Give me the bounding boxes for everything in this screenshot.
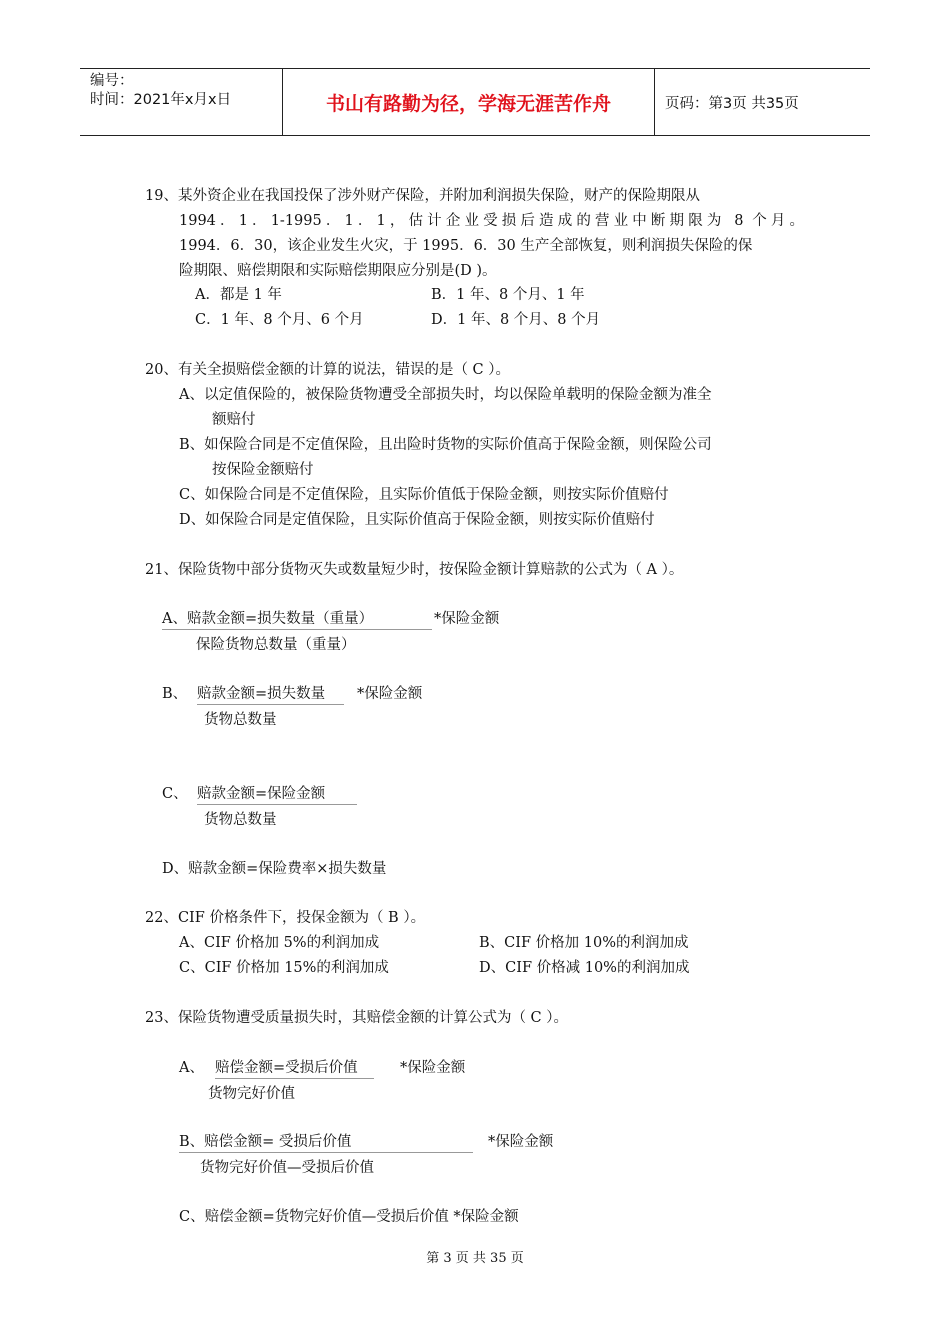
q23-stem: 23、保险货物遭受质量损失时，其赔偿金额的计算公式为（ C ）。: [145, 1010, 569, 1026]
q23-option-b-numerator: B、赔偿金额= 受损后价值: [179, 1132, 473, 1153]
q21-option-a-numerator: A、赔款金额=损失数量（重量）: [162, 609, 432, 630]
q19-line2: 1994．1．1-1995．1．1，估计企业受损后造成的营业中断期限为 8 个月。: [179, 213, 804, 229]
q21-option-a-denominator: 保险货物总数量（重量）: [196, 637, 356, 653]
q21-option-d: D、赔款金额=保险费率×损失数量: [162, 861, 387, 877]
q20-option-b-line2: 按保险金额赔付: [212, 462, 314, 478]
q21-option-b-numerator: 赔款金额=损失数量: [197, 684, 344, 705]
q20-option-b-line1: B、如保险合同是不定值保险，且出险时货物的实际价值高于保险金额，则保险公司: [179, 437, 712, 453]
q19-line4: 险期限、赔偿期限和实际赔偿期限应分别是(D )。: [179, 263, 497, 279]
q21-option-b-prefix: B、: [162, 686, 188, 702]
q19-option-b: B．1 年、8 个月、1 年: [431, 287, 585, 303]
q23-option-a-prefix: A、: [179, 1060, 204, 1076]
q21-option-c-numerator: 赔款金额=保险金额: [197, 784, 357, 805]
header-meta: [80, 69, 283, 135]
page-header: [80, 68, 870, 136]
q21-option-c-denominator: 货物总数量: [204, 812, 277, 828]
header-motto: 书山有路勤为径，学海无涯苦作舟: [283, 69, 655, 135]
q20-option-c: C、如保险合同是不定值保险，且实际价值低于保险金额，则按实际价值赔付: [179, 487, 669, 503]
q22-option-d: D、CIF 价格减 10%的利润加成: [479, 960, 690, 976]
q19-option-a: A．都是 1 年: [195, 287, 282, 303]
q23-option-a-numerator: 赔偿金额=受损后价值: [215, 1058, 374, 1079]
q20-option-d: D、如保险合同是定值保险，且实际价值高于保险金额，则按实际价值赔付: [179, 512, 655, 528]
q21-option-b-multiplier: *保险金额: [357, 686, 423, 702]
q19-line3: 1994．6．30，该企业发生火灾，于 1995．6．30 生产全部恢复，则利润损失保险的保: [179, 238, 753, 254]
q23-option-a-multiplier: *保险金额: [400, 1060, 466, 1076]
q21-option-a-multiplier: *保险金额: [434, 611, 500, 627]
q20-option-a-line2: 额赔付: [212, 412, 256, 428]
q22-stem: 22、CIF 价格条件下，投保金额为（ B ）。: [145, 910, 426, 926]
q23-option-c: C、赔偿金额=货物完好价值—受损后价值 *保险金额: [179, 1209, 519, 1225]
q22-option-c: C、CIF 价格加 15%的利润加成: [179, 960, 389, 976]
q21-stem: 21、保险货物中部分货物灭失或数量短少时，按保险金额计算赔款的公式为（ A ）。: [145, 562, 684, 578]
date-label: 时间：2021年x月x日: [90, 92, 232, 108]
q20-option-a-line1: A、以定值保险的，被保险货物遭受全部损失时，均以保险单载明的保险金额为准全: [179, 387, 712, 403]
header-page-label: 页码：第3页 共35页: [665, 95, 799, 112]
q22-option-a: A、CIF 价格加 5%的利润加成: [179, 935, 380, 951]
q19-line1: 19、某外资企业在我国投保了涉外财产保险，并附加利润损失保险，财产的保险期限从: [145, 188, 700, 204]
page-footer: 第 3 页 共 35 页: [426, 1251, 524, 1266]
q21-option-c-prefix: C、: [162, 786, 188, 802]
q21-option-b-denominator: 货物总数量: [204, 712, 277, 728]
q20-stem: 20、有关全损赔偿金额的计算的说法，错误的是（ C ）。: [145, 362, 511, 378]
q22-option-b: B、CIF 价格加 10%的利润加成: [479, 935, 689, 951]
q19-option-d: D．1 年、8 个月、8 个月: [431, 312, 601, 328]
code-label: 编号：: [90, 73, 134, 89]
q23-option-b-multiplier: *保险金额: [488, 1134, 554, 1150]
q23-option-b-denominator: 货物完好价值—受损后价值: [200, 1160, 374, 1176]
q19-option-c: C．1 年、8 个月、6 个月: [195, 312, 364, 328]
q23-option-a-denominator: 货物完好价值: [208, 1086, 295, 1102]
